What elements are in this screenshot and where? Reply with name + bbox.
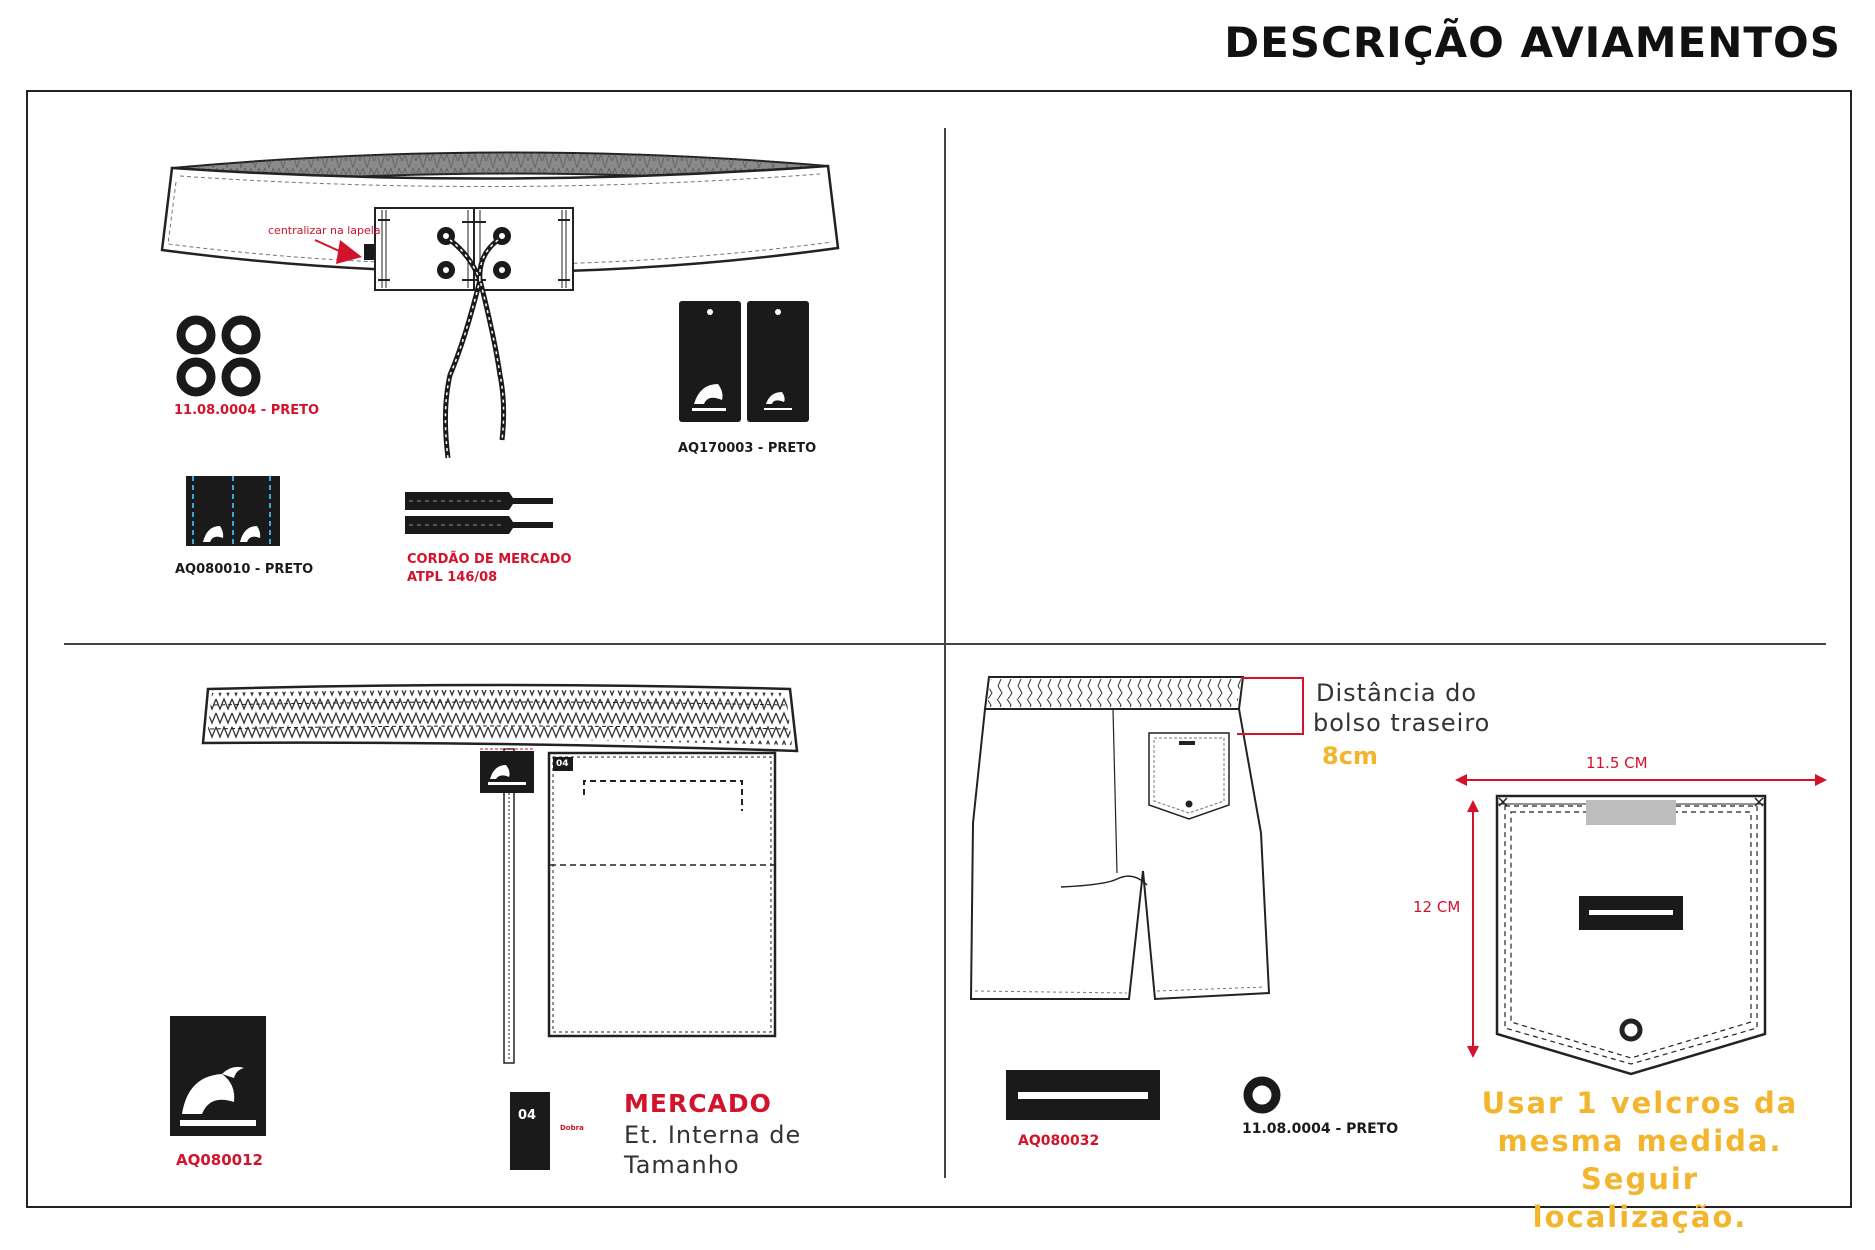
woven-label-icon — [186, 476, 282, 548]
distance-value: 8cm — [1322, 742, 1378, 770]
height-dimension: 12 CM — [1413, 898, 1461, 916]
hangtag-code: AQ170003 - PRETO — [678, 441, 817, 456]
size-tab-small: 04 — [556, 759, 569, 769]
velcro-note-line2: mesma medida. — [1497, 1124, 1783, 1158]
center-label-callout: centralizar na lapela — [268, 224, 381, 237]
brand-label-code: AQ080032 — [1018, 1133, 1100, 1149]
size-label-swatch — [510, 1092, 550, 1170]
velcro-note-line1: Usar 1 velcros da — [1481, 1086, 1799, 1120]
eyelets-code: 11.08.0004 - PRETO — [174, 403, 320, 418]
velcro-note — [1470, 1084, 1810, 1236]
waistband-inside-drawing — [200, 683, 800, 1068]
fold-note: Dobra — [560, 1124, 584, 1132]
hangtag-icon — [678, 300, 810, 424]
size-label-text: 04 — [518, 1108, 537, 1123]
vertical-divider — [944, 128, 946, 1178]
width-dimension: 11.5 CM — [1586, 754, 1648, 772]
pocket-detail-drawing — [1455, 770, 1835, 1086]
cord-line1: CORDÃO DE MERCADO — [407, 552, 572, 567]
cord-line2: ATPL 146/08 — [407, 570, 498, 585]
market-line2: Tamanho — [624, 1151, 740, 1179]
market-title: MERCADO — [624, 1089, 772, 1118]
market-line1: Et. Interna de — [624, 1121, 802, 1149]
eyelet-icon — [1242, 1075, 1282, 1115]
drawcord-icon — [405, 490, 555, 536]
distance-line2: bolso traseiro — [1313, 709, 1491, 737]
page-title: DESCRIÇÃO AVIAMENTOS — [1224, 18, 1841, 67]
eyelets-icon — [175, 315, 265, 399]
brand-label-icon — [1006, 1070, 1162, 1122]
eyelet-code: 11.08.0004 - PRETO — [1242, 1121, 1399, 1137]
distance-line1: Distância do — [1316, 679, 1478, 707]
horizontal-divider — [64, 643, 1826, 645]
woven-label-code: AQ080010 - PRETO — [175, 562, 314, 577]
velcro-note-line3: Seguir localização. — [1532, 1162, 1748, 1234]
main-label-code: AQ080012 — [176, 1151, 263, 1169]
main-label-icon — [170, 1016, 268, 1138]
distance-bracket — [1235, 676, 1315, 740]
